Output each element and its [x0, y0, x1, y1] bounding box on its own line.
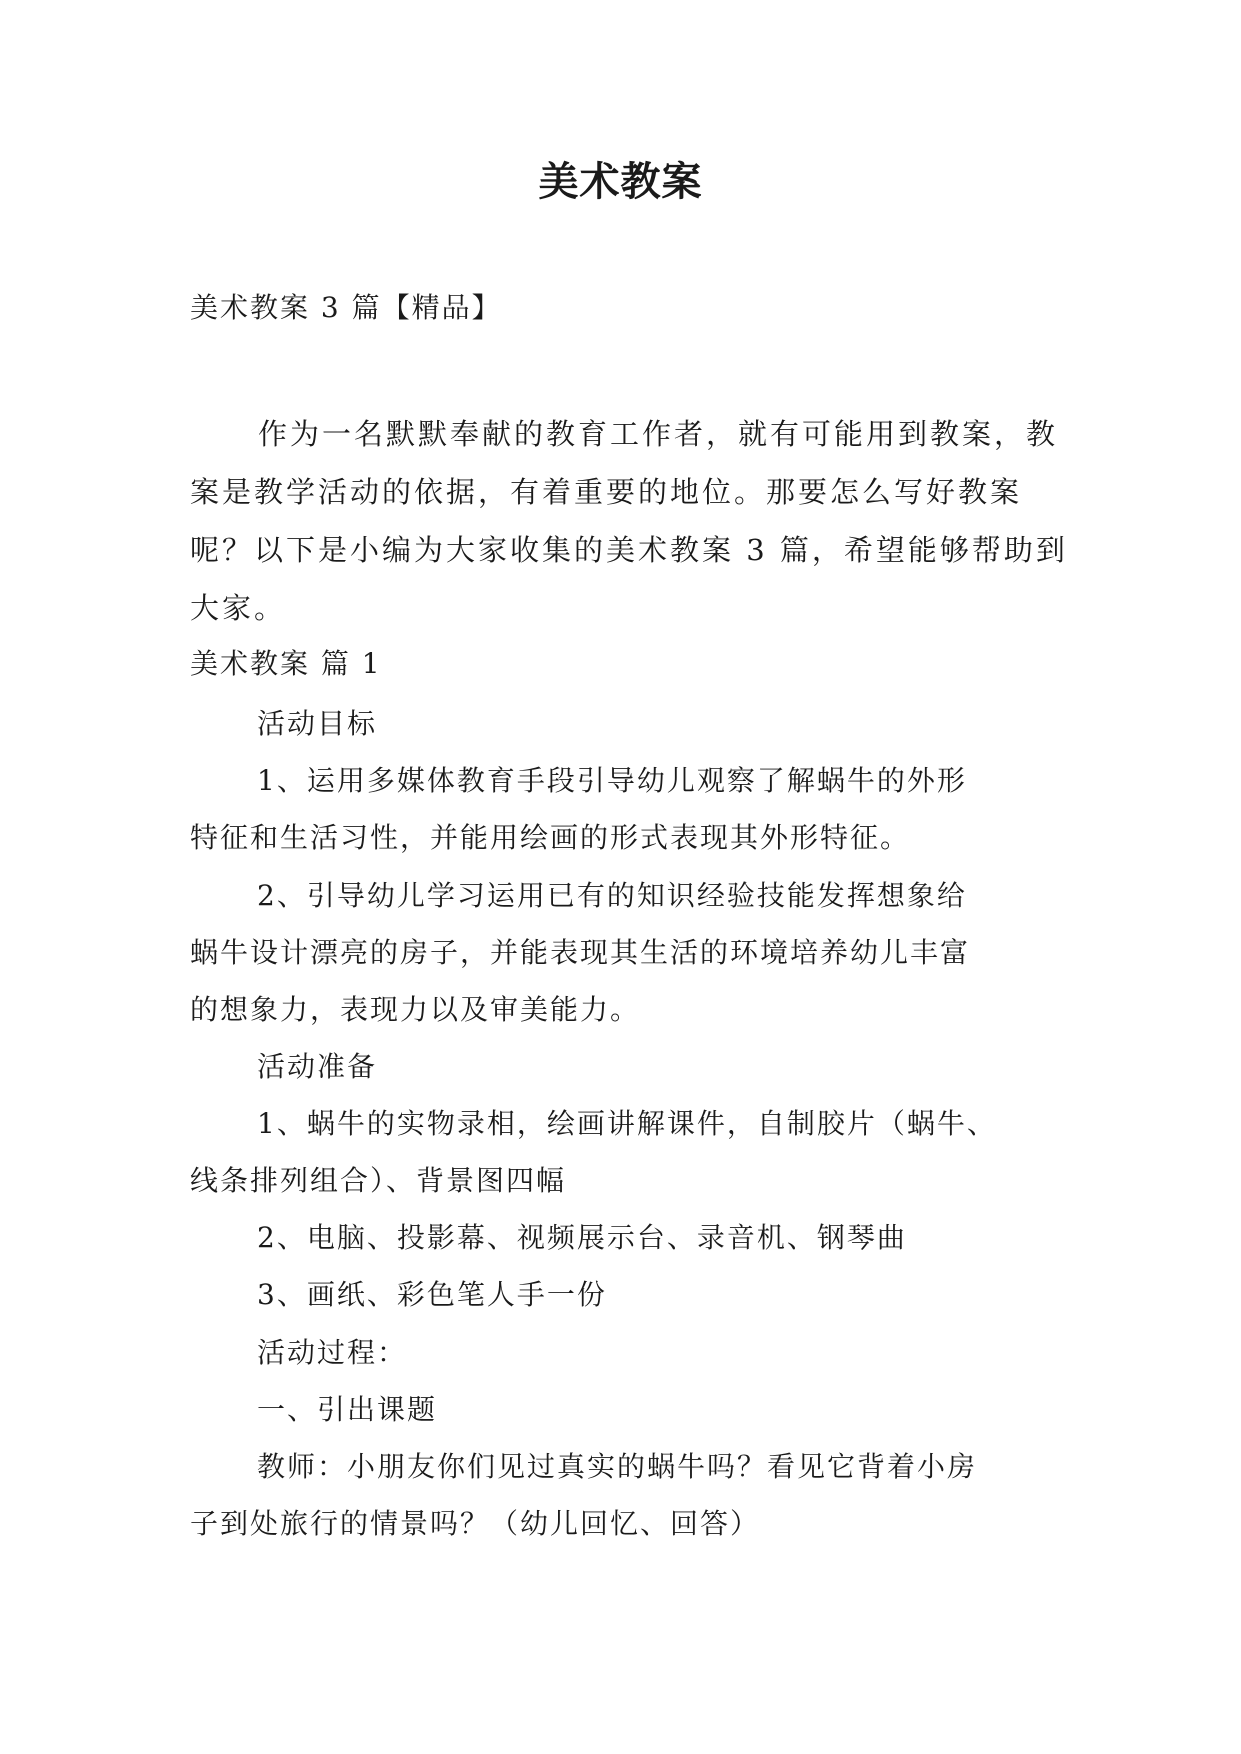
process-step-1: 一、引出课题 [257, 1393, 438, 1426]
preparation-item-1-continued: 线条排列组合）、背景图四幅 [190, 1164, 567, 1197]
goal-item-2: 2、引导幼儿学习运用已有的知识经验技能发挥想象给 [257, 879, 967, 912]
goal-item-1-continued: 特征和生活习性，并能用绘画的形式表现其外形特征。 [190, 821, 911, 854]
intro-paragraph: 作为一名默默奉献的教育工作者，就有可能用到教案，教案是教学活动的依据，有着重要的地位。那要怎么写好教案呢？以下是小编为大家收集的美术教案 3 篇，希望能够帮助到大家。 [190, 417, 1068, 625]
document-title: 美术教案 [538, 158, 703, 205]
preparation-item-1: 1、蜗牛的实物录相，绘画讲解课件，自制胶片（蜗牛、 [257, 1107, 997, 1140]
goal-item-2-continued-2: 的想象力，表现力以及审美能力。 [190, 993, 641, 1026]
goal-item-2-continued: 蜗牛设计漂亮的房子，并能表现其生活的环境培养幼儿丰富 [190, 936, 971, 969]
document-subtitle: 美术教案 3 篇【精品】 [190, 291, 502, 324]
section-heading: 美术教案 篇 1 [190, 647, 382, 680]
goal-item-1: 1、运用多媒体教育手段引导幼儿观察了解蜗牛的外形 [257, 764, 967, 797]
teacher-line-continued: 子到处旅行的情景吗？（幼儿回忆、回答） [190, 1507, 761, 1540]
process-heading: 活动过程： [257, 1336, 408, 1369]
teacher-line: 教师：小朋友你们见过真实的蜗牛吗？看见它背着小房 [257, 1450, 978, 1483]
preparation-item-3: 3、画纸、彩色笔人手一份 [257, 1278, 607, 1311]
goal-heading: 活动目标 [257, 707, 378, 740]
preparation-item-2: 2、电脑、投影幕、视频展示台、录音机、钢琴曲 [257, 1221, 907, 1254]
preparation-heading: 活动准备 [257, 1050, 378, 1083]
